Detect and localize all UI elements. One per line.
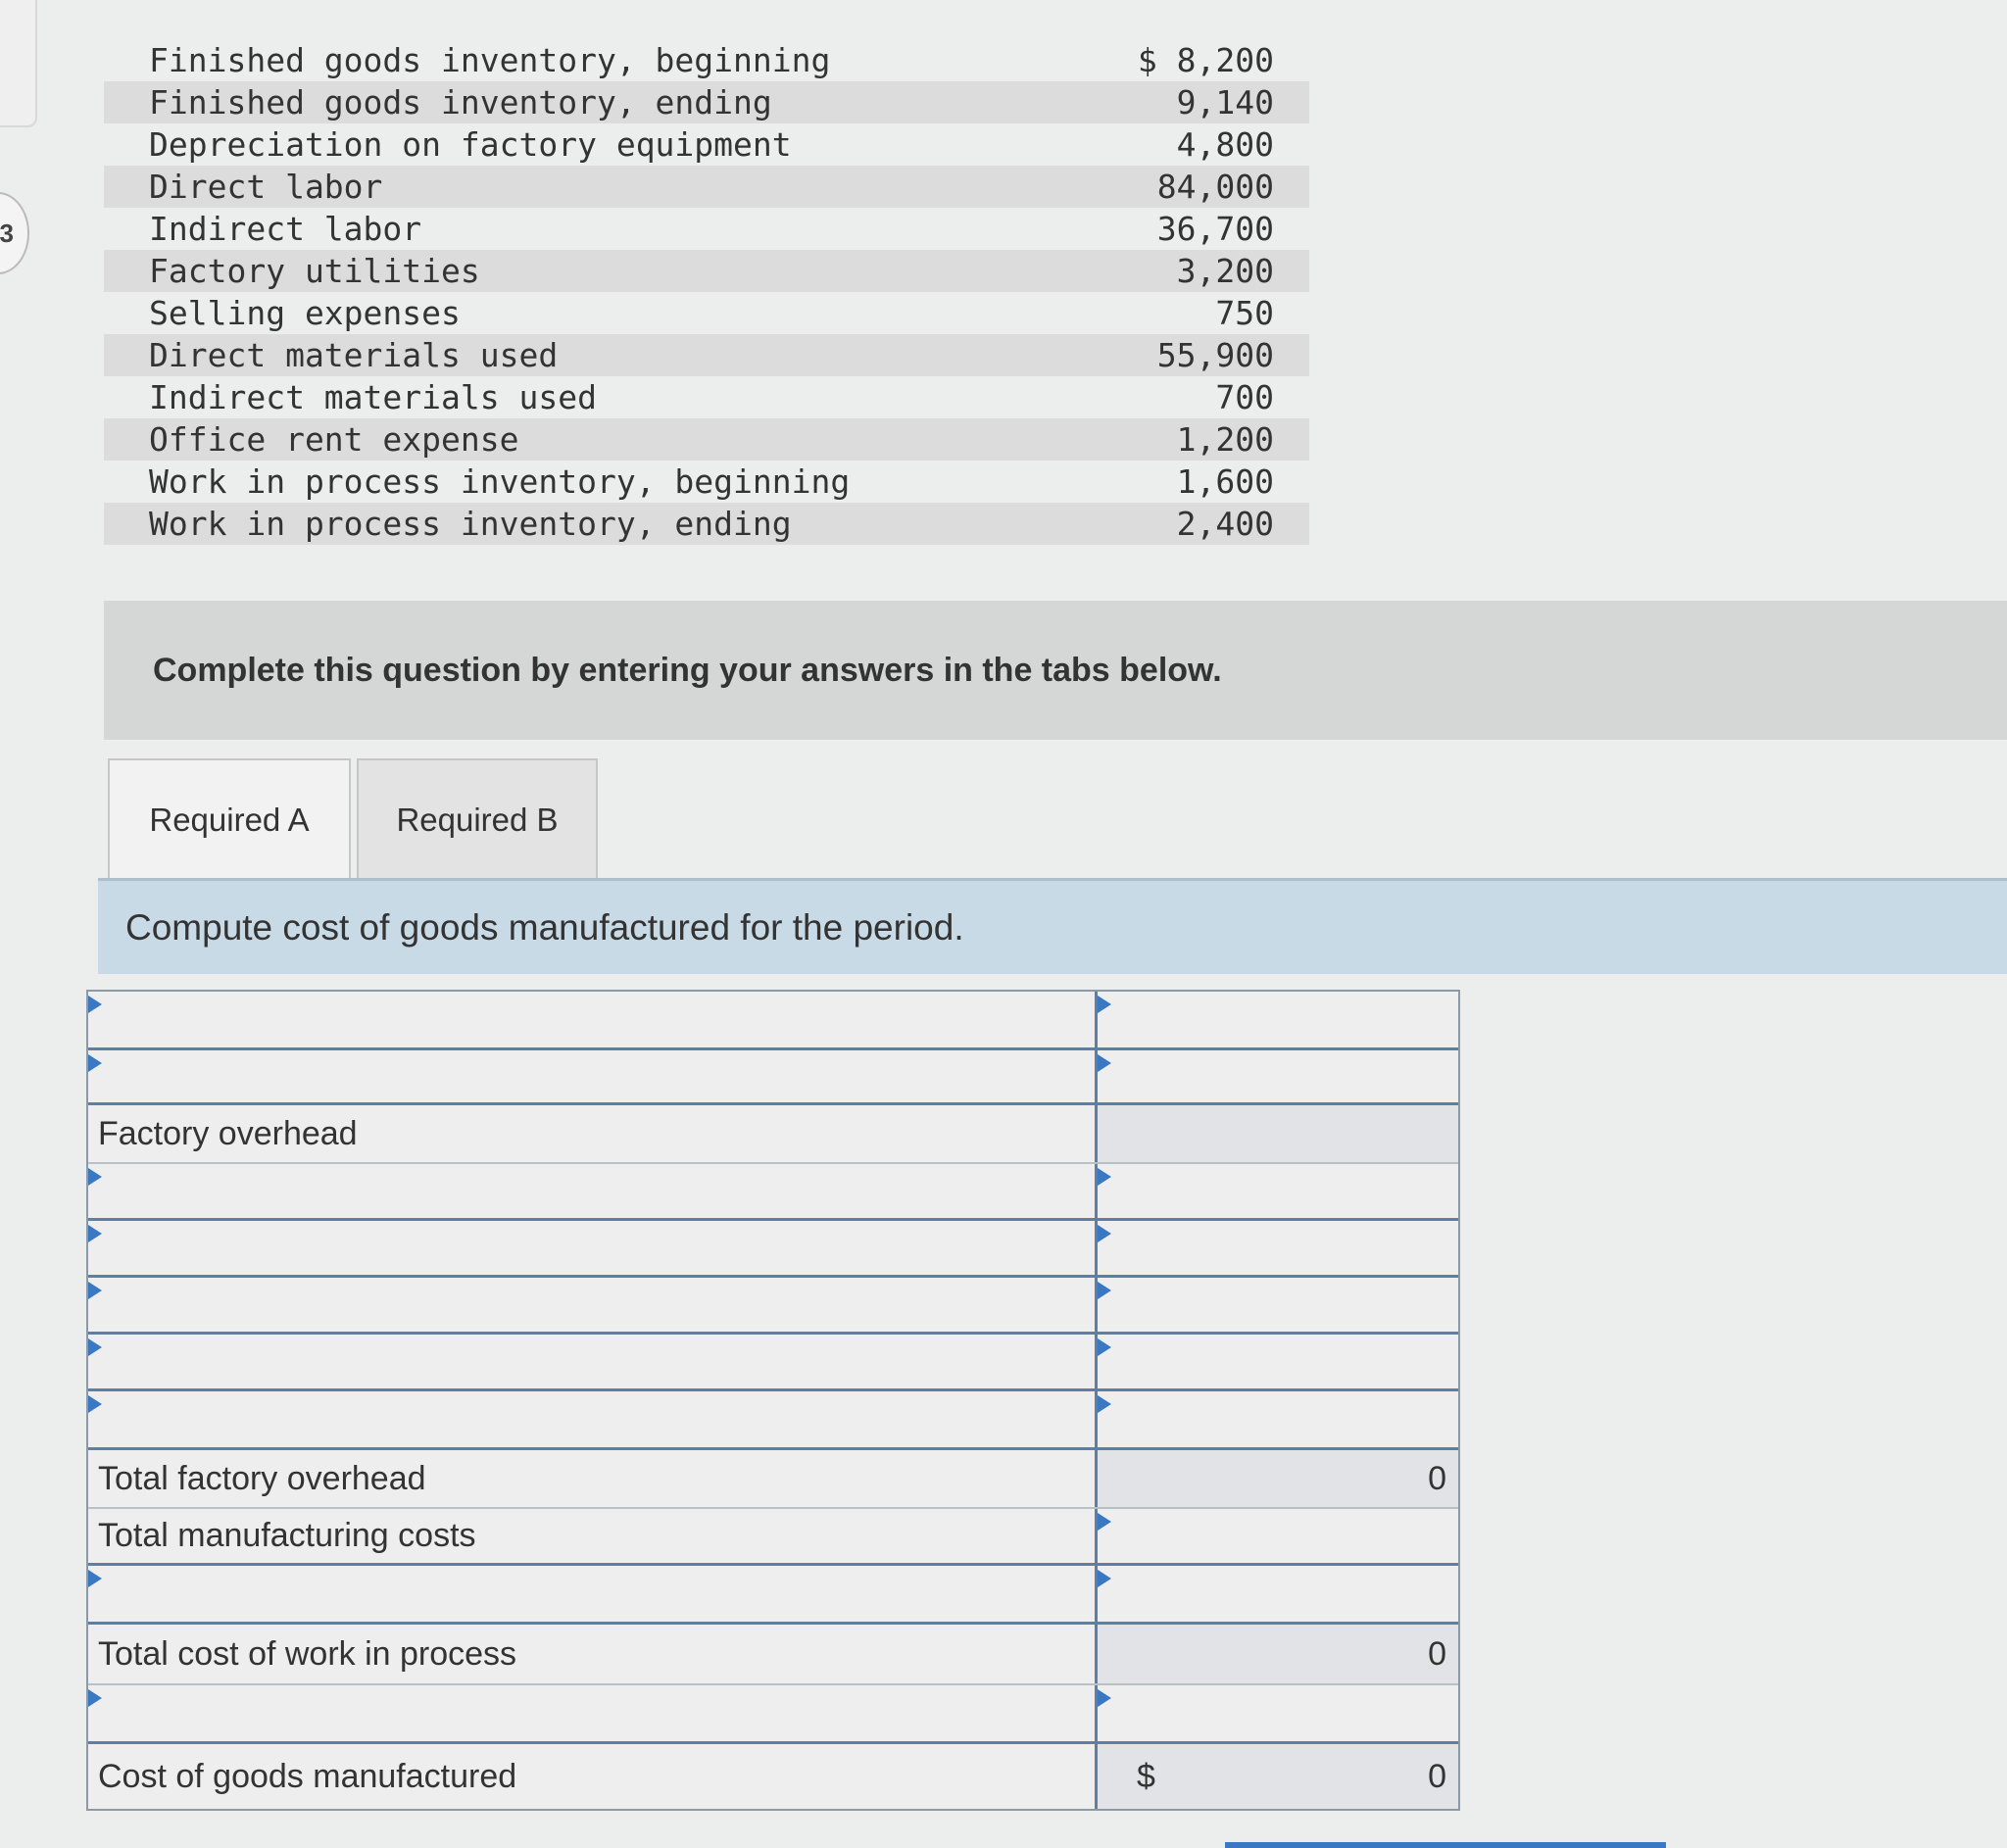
total-cost-wip-label: Total cost of work in process: [88, 1625, 1098, 1683]
data-row-label: Finished goods inventory, beginning: [149, 41, 831, 79]
amount-input-cell[interactable]: [1098, 1164, 1458, 1218]
data-row-label: Direct labor: [149, 168, 383, 206]
data-row: [104, 39, 1309, 81]
factory-overhead-label: Factory overhead: [88, 1105, 1098, 1162]
data-row-amount: 1,600: [1176, 462, 1274, 501]
data-row-label: Work in process inventory, beginning: [149, 462, 851, 501]
currency-symbol: $: [1137, 1757, 1155, 1795]
data-row: [104, 250, 1309, 292]
table-row: [88, 1391, 1458, 1450]
row-label-input[interactable]: [98, 992, 1095, 1047]
amount-input[interactable]: [1098, 1685, 1446, 1741]
data-row-amount: 9,140: [1176, 83, 1274, 122]
row-label-input-cell[interactable]: [88, 992, 1098, 1047]
amount-input[interactable]: [1098, 1566, 1446, 1622]
data-row-amount: 3,200: [1176, 252, 1274, 290]
dropdown-marker-icon: [88, 1395, 102, 1413]
row-label-input-cell[interactable]: [88, 1391, 1098, 1447]
total-manufacturing-costs-input[interactable]: [1098, 1509, 1446, 1563]
data-row: [104, 334, 1309, 376]
cogm-value: 0: [1428, 1757, 1446, 1795]
data-row-amount: 55,900: [1156, 336, 1274, 374]
data-row-amount: 2,400: [1176, 505, 1274, 543]
table-row: [88, 1050, 1458, 1105]
dropdown-marker-icon: [88, 1168, 102, 1186]
dropdown-marker-icon: [1098, 1054, 1111, 1072]
amount-input-cell[interactable]: [1098, 1566, 1458, 1622]
data-row: [104, 503, 1309, 545]
previous-panel-edge: [0, 0, 37, 127]
data-row: [104, 376, 1309, 418]
amount-input[interactable]: [1098, 992, 1446, 1047]
table-row: [88, 1278, 1458, 1335]
data-row-amount: 84,000: [1156, 168, 1274, 206]
total-manufacturing-costs-input-cell[interactable]: [1098, 1509, 1458, 1563]
data-row-label: Factory utilities: [149, 252, 480, 290]
row-label-input-cell[interactable]: [88, 1335, 1098, 1388]
amount-input-cell[interactable]: [1098, 992, 1458, 1047]
dropdown-marker-icon: [1098, 1338, 1111, 1356]
cogm-label: Cost of goods manufactured: [88, 1744, 1098, 1809]
amount-input-cell[interactable]: [1098, 1050, 1458, 1102]
dropdown-marker-icon: [88, 996, 102, 1013]
total-cost-wip-value: 0: [1098, 1625, 1458, 1683]
data-row-amount: 700: [1215, 378, 1274, 416]
tab-required-b[interactable]: Required B: [357, 758, 598, 880]
table-row: [88, 1566, 1458, 1625]
row-label-input[interactable]: [98, 1278, 1095, 1332]
total-manufacturing-costs-label: Total manufacturing costs: [88, 1509, 1098, 1563]
given-data-table: [104, 39, 1309, 545]
table-row: [88, 1685, 1458, 1744]
instruction-text: Complete this question by entering your answers in the tabs below.: [153, 651, 1222, 689]
dropdown-marker-icon: [88, 1338, 102, 1356]
amount-input[interactable]: [1098, 1221, 1446, 1275]
data-row-amount: 1,200: [1176, 420, 1274, 459]
question-prompt: [98, 878, 2007, 974]
dropdown-marker-icon: [88, 1570, 102, 1587]
table-row: [88, 1164, 1458, 1221]
row-label-input[interactable]: [98, 1050, 1095, 1102]
table-row: [88, 1625, 1458, 1685]
dropdown-marker-icon: [1098, 1513, 1111, 1531]
row-label-input-cell[interactable]: [88, 1685, 1098, 1741]
dropdown-marker-icon: [88, 1054, 102, 1072]
row-label-input[interactable]: [98, 1164, 1095, 1218]
dropdown-marker-icon: [1098, 996, 1111, 1013]
amount-input[interactable]: [1098, 1335, 1446, 1388]
instruction-banner: [104, 601, 2007, 740]
tab-required-a[interactable]: Required A: [108, 758, 351, 880]
amount-input-cell[interactable]: [1098, 1335, 1458, 1388]
dropdown-marker-icon: [1098, 1570, 1111, 1587]
table-row: [88, 1450, 1458, 1509]
data-row-label: Selling expenses: [149, 294, 461, 332]
amount-input[interactable]: [1098, 1164, 1446, 1218]
row-label-input-cell[interactable]: [88, 1278, 1098, 1332]
table-row: [88, 1335, 1458, 1391]
data-row-label: Office rent expense: [149, 420, 519, 459]
amount-input[interactable]: [1098, 1391, 1446, 1447]
row-label-input-cell[interactable]: [88, 1050, 1098, 1102]
data-row: [104, 81, 1309, 123]
table-row: [88, 1105, 1458, 1164]
row-label-input-cell[interactable]: [88, 1164, 1098, 1218]
table-row: [88, 992, 1458, 1050]
row-label-input[interactable]: [98, 1335, 1095, 1388]
dropdown-marker-icon: [1098, 1282, 1111, 1299]
data-row: [104, 292, 1309, 334]
dropdown-marker-icon: [1098, 1225, 1111, 1242]
data-row: [104, 166, 1309, 208]
data-row: [104, 461, 1309, 503]
data-row-label: Indirect materials used: [149, 378, 597, 416]
dropdown-marker-icon: [1098, 1168, 1111, 1186]
data-row-amount: $ 8,200: [1137, 41, 1274, 79]
amount-input-cell[interactable]: [1098, 1391, 1458, 1447]
dropdown-marker-icon: [1098, 1395, 1111, 1413]
table-row: [88, 1744, 1458, 1809]
data-row-label: Depreciation on factory equipment: [149, 125, 792, 164]
factory-overhead-value-cell: [1098, 1105, 1458, 1162]
row-label-input[interactable]: [98, 1566, 1095, 1622]
data-row-amount: 36,700: [1156, 210, 1274, 248]
data-row: [104, 123, 1309, 166]
data-row: [104, 208, 1309, 250]
row-label-input[interactable]: [98, 1221, 1095, 1275]
prompt-text: Compute cost of goods manufactured for the period.: [125, 906, 964, 948]
data-row-label: Finished goods inventory, ending: [149, 83, 772, 122]
total-factory-overhead-label: Total factory overhead: [88, 1450, 1098, 1507]
next-button-edge[interactable]: [1225, 1842, 1666, 1848]
data-row-label: Work in process inventory, ending: [149, 505, 792, 543]
total-factory-overhead-value: 0: [1098, 1450, 1458, 1507]
row-label-input[interactable]: [98, 1391, 1095, 1447]
row-label-input[interactable]: [98, 1685, 1095, 1741]
dropdown-marker-icon: [1098, 1689, 1111, 1707]
cogm-value-cell: [1098, 1744, 1458, 1809]
row-label-input-cell[interactable]: [88, 1566, 1098, 1622]
row-label-input-cell[interactable]: [88, 1221, 1098, 1275]
data-row-amount: 4,800: [1176, 125, 1274, 164]
amount-input-cell[interactable]: [1098, 1278, 1458, 1332]
dropdown-marker-icon: [88, 1225, 102, 1242]
data-row-label: Indirect labor: [149, 210, 422, 248]
table-row: [88, 1221, 1458, 1278]
amount-input[interactable]: [1098, 1050, 1446, 1102]
amount-input-cell[interactable]: [1098, 1221, 1458, 1275]
data-row-amount: 750: [1215, 294, 1274, 332]
amount-input-cell[interactable]: [1098, 1685, 1458, 1741]
dropdown-marker-icon: [88, 1282, 102, 1299]
data-row: [104, 418, 1309, 461]
amount-input[interactable]: [1098, 1278, 1446, 1332]
table-row: [88, 1509, 1458, 1566]
cogm-worksheet: [86, 990, 1460, 1811]
dropdown-marker-icon: [88, 1689, 102, 1707]
question-number-badge[interactable]: 3: [0, 192, 29, 274]
required-tabs: [108, 758, 598, 880]
data-row-label: Direct materials used: [149, 336, 559, 374]
